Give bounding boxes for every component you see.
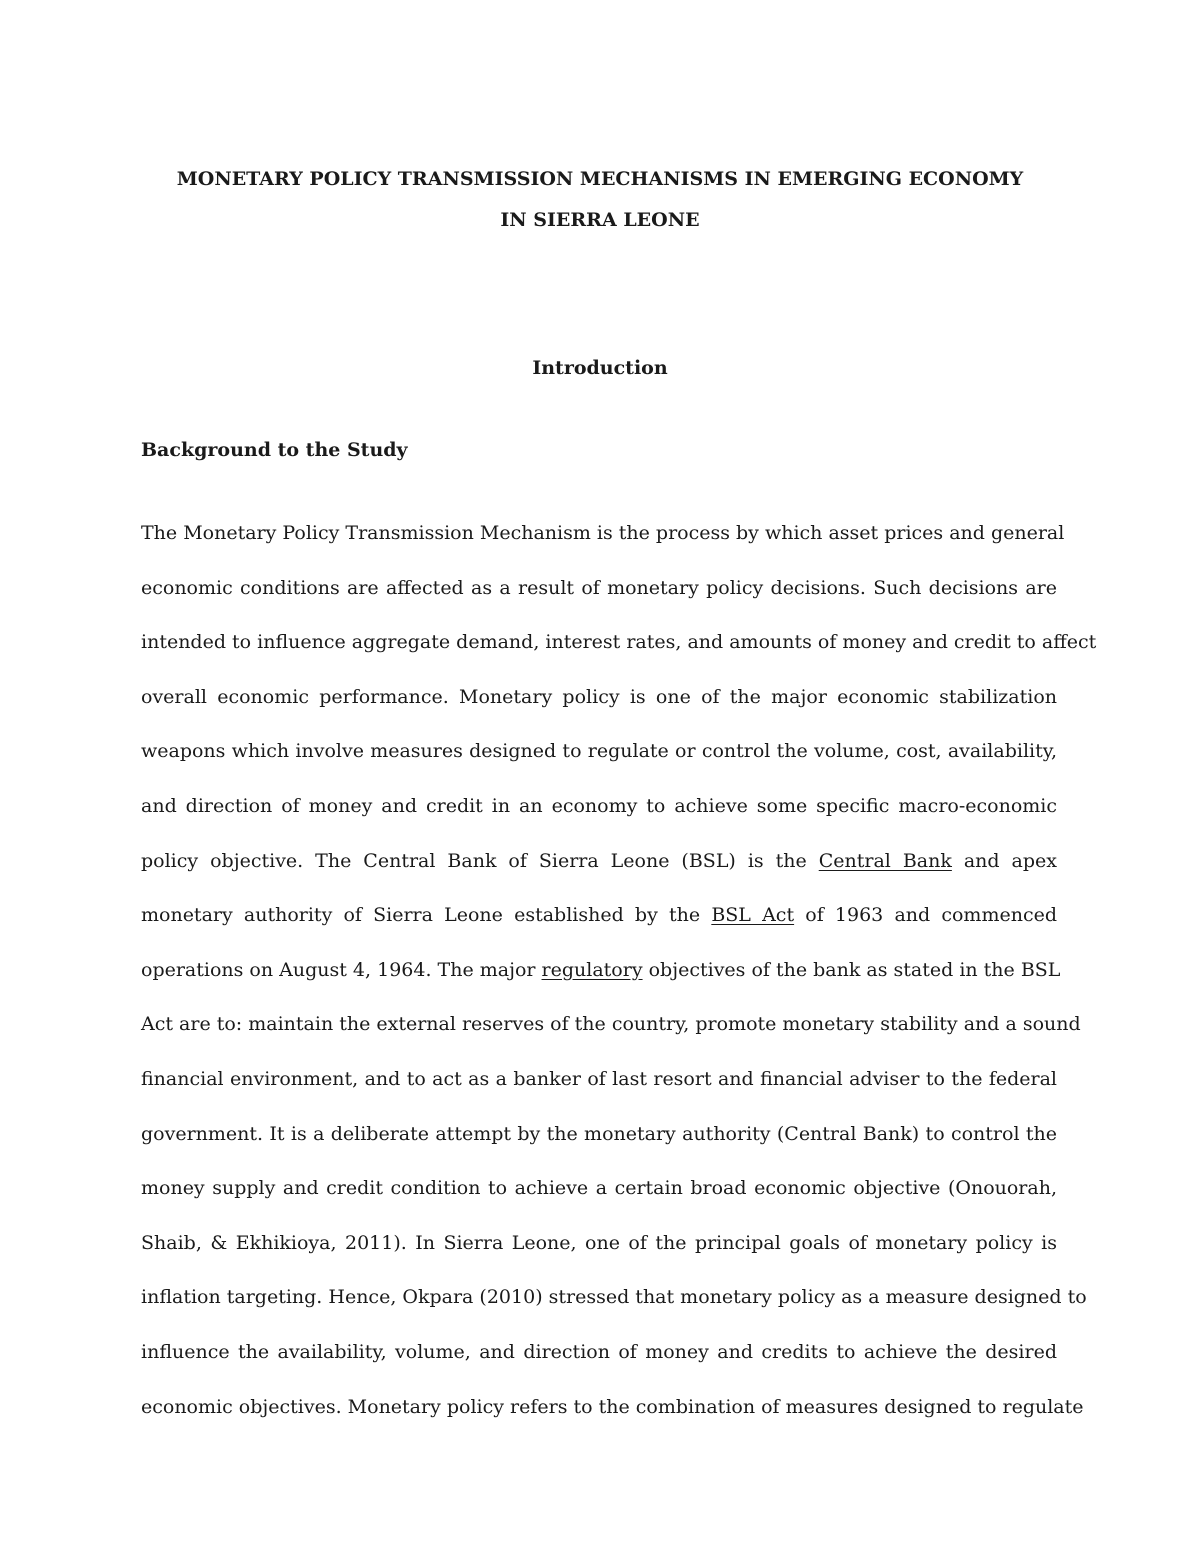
paragraph-text: operations on August 4, 1964. The major (141, 958, 542, 981)
paragraph-line (141, 670, 1057, 725)
paragraph-text: influence the availability, volume, and direction of money and credits to achieve the desired (141, 1340, 1057, 1363)
paragraph-text: Shaib, & Ekhikioya, 2011). In Sierra Leone, one of the principal goals of monetary policy is (141, 1231, 1057, 1254)
paragraph-text: Act are to: maintain the external reserves of the country, promote monetary stability and a sound (141, 1013, 1081, 1036)
paragraph-text: policy objective. The Central Bank of Sierra Leone (BSL) is the (141, 849, 819, 872)
paragraph-text: and direction of money and credit in an economy to achieve some specific macro-economic (141, 794, 1057, 817)
paragraph-line (141, 724, 1057, 779)
paragraph-text: government. It is a deliberate attempt by the monetary authority (Central Bank) to control the (141, 1122, 1057, 1145)
paragraph-line (141, 1216, 1057, 1271)
underlined-link[interactable]: BSL Act (711, 904, 795, 927)
paragraph-text: money supply and credit condition to achieve a certain broad economic objective (Onouorah, (141, 1177, 1057, 1200)
paragraph-line (141, 834, 1057, 889)
paragraph-line (141, 1161, 1057, 1216)
body-paragraph (141, 506, 1097, 1434)
paragraph-text: of 1963 and commenced (794, 904, 1057, 927)
paragraph-text: The Monetary Policy Transmission Mechanism is the process by which asset prices and general (141, 522, 1065, 544)
paragraph-line (141, 1052, 1057, 1107)
paragraph-line (141, 997, 1081, 1052)
paragraph-text: monetary authority of Sierra Leone established by the (141, 904, 712, 927)
underlined-link[interactable]: Central Bank (818, 849, 952, 872)
subsection-heading: Background to the Study (141, 439, 408, 461)
paragraph-line (141, 561, 1057, 616)
paragraph-text: inflation targeting. Hence, Okpara (2010) stressed that monetary policy as a measure designed to (141, 1286, 1087, 1309)
paragraph-text: economic conditions are affected as a result of monetary policy decisions. Such decisions are (141, 576, 1057, 599)
paragraph-text: intended to influence aggregate demand, interest rates, and amounts of money and credit to affect (141, 631, 1097, 654)
section-heading: Introduction (532, 357, 668, 379)
paragraph-line (141, 943, 1061, 998)
paragraph-text: overall economic performance. Monetary policy is one of the major economic stabilization (141, 685, 1057, 708)
paragraph-line (141, 1270, 1087, 1325)
paragraph-line (141, 779, 1057, 834)
paragraph-line (141, 506, 1065, 561)
paragraph-text: objectives of the bank as stated in the BSL (642, 958, 1061, 981)
underlined-link[interactable]: regulatory (541, 958, 643, 981)
paragraph-text: financial environment, and to act as a banker of last resort and financial adviser to the federal (141, 1067, 1057, 1090)
paragraph-text: weapons which involve measures designed to regulate or control the volume, cost, availability, (141, 740, 1057, 763)
paragraph-text: economic objectives. Monetary policy refers to the combination of measures designed to regulate (141, 1395, 1084, 1418)
paragraph-text: and apex (951, 849, 1057, 872)
paragraph-line (141, 1380, 1084, 1435)
document-title-line-1: MONETARY POLICY TRANSMISSION MECHANISMS IN EMERGING ECONOMY (176, 168, 1024, 190)
paragraph-line (141, 1325, 1057, 1380)
paragraph-line (141, 888, 1057, 943)
paragraph-line (141, 615, 1097, 670)
paragraph-line (141, 1107, 1057, 1162)
document-title-line-2: IN SIERRA LEONE (500, 209, 700, 231)
